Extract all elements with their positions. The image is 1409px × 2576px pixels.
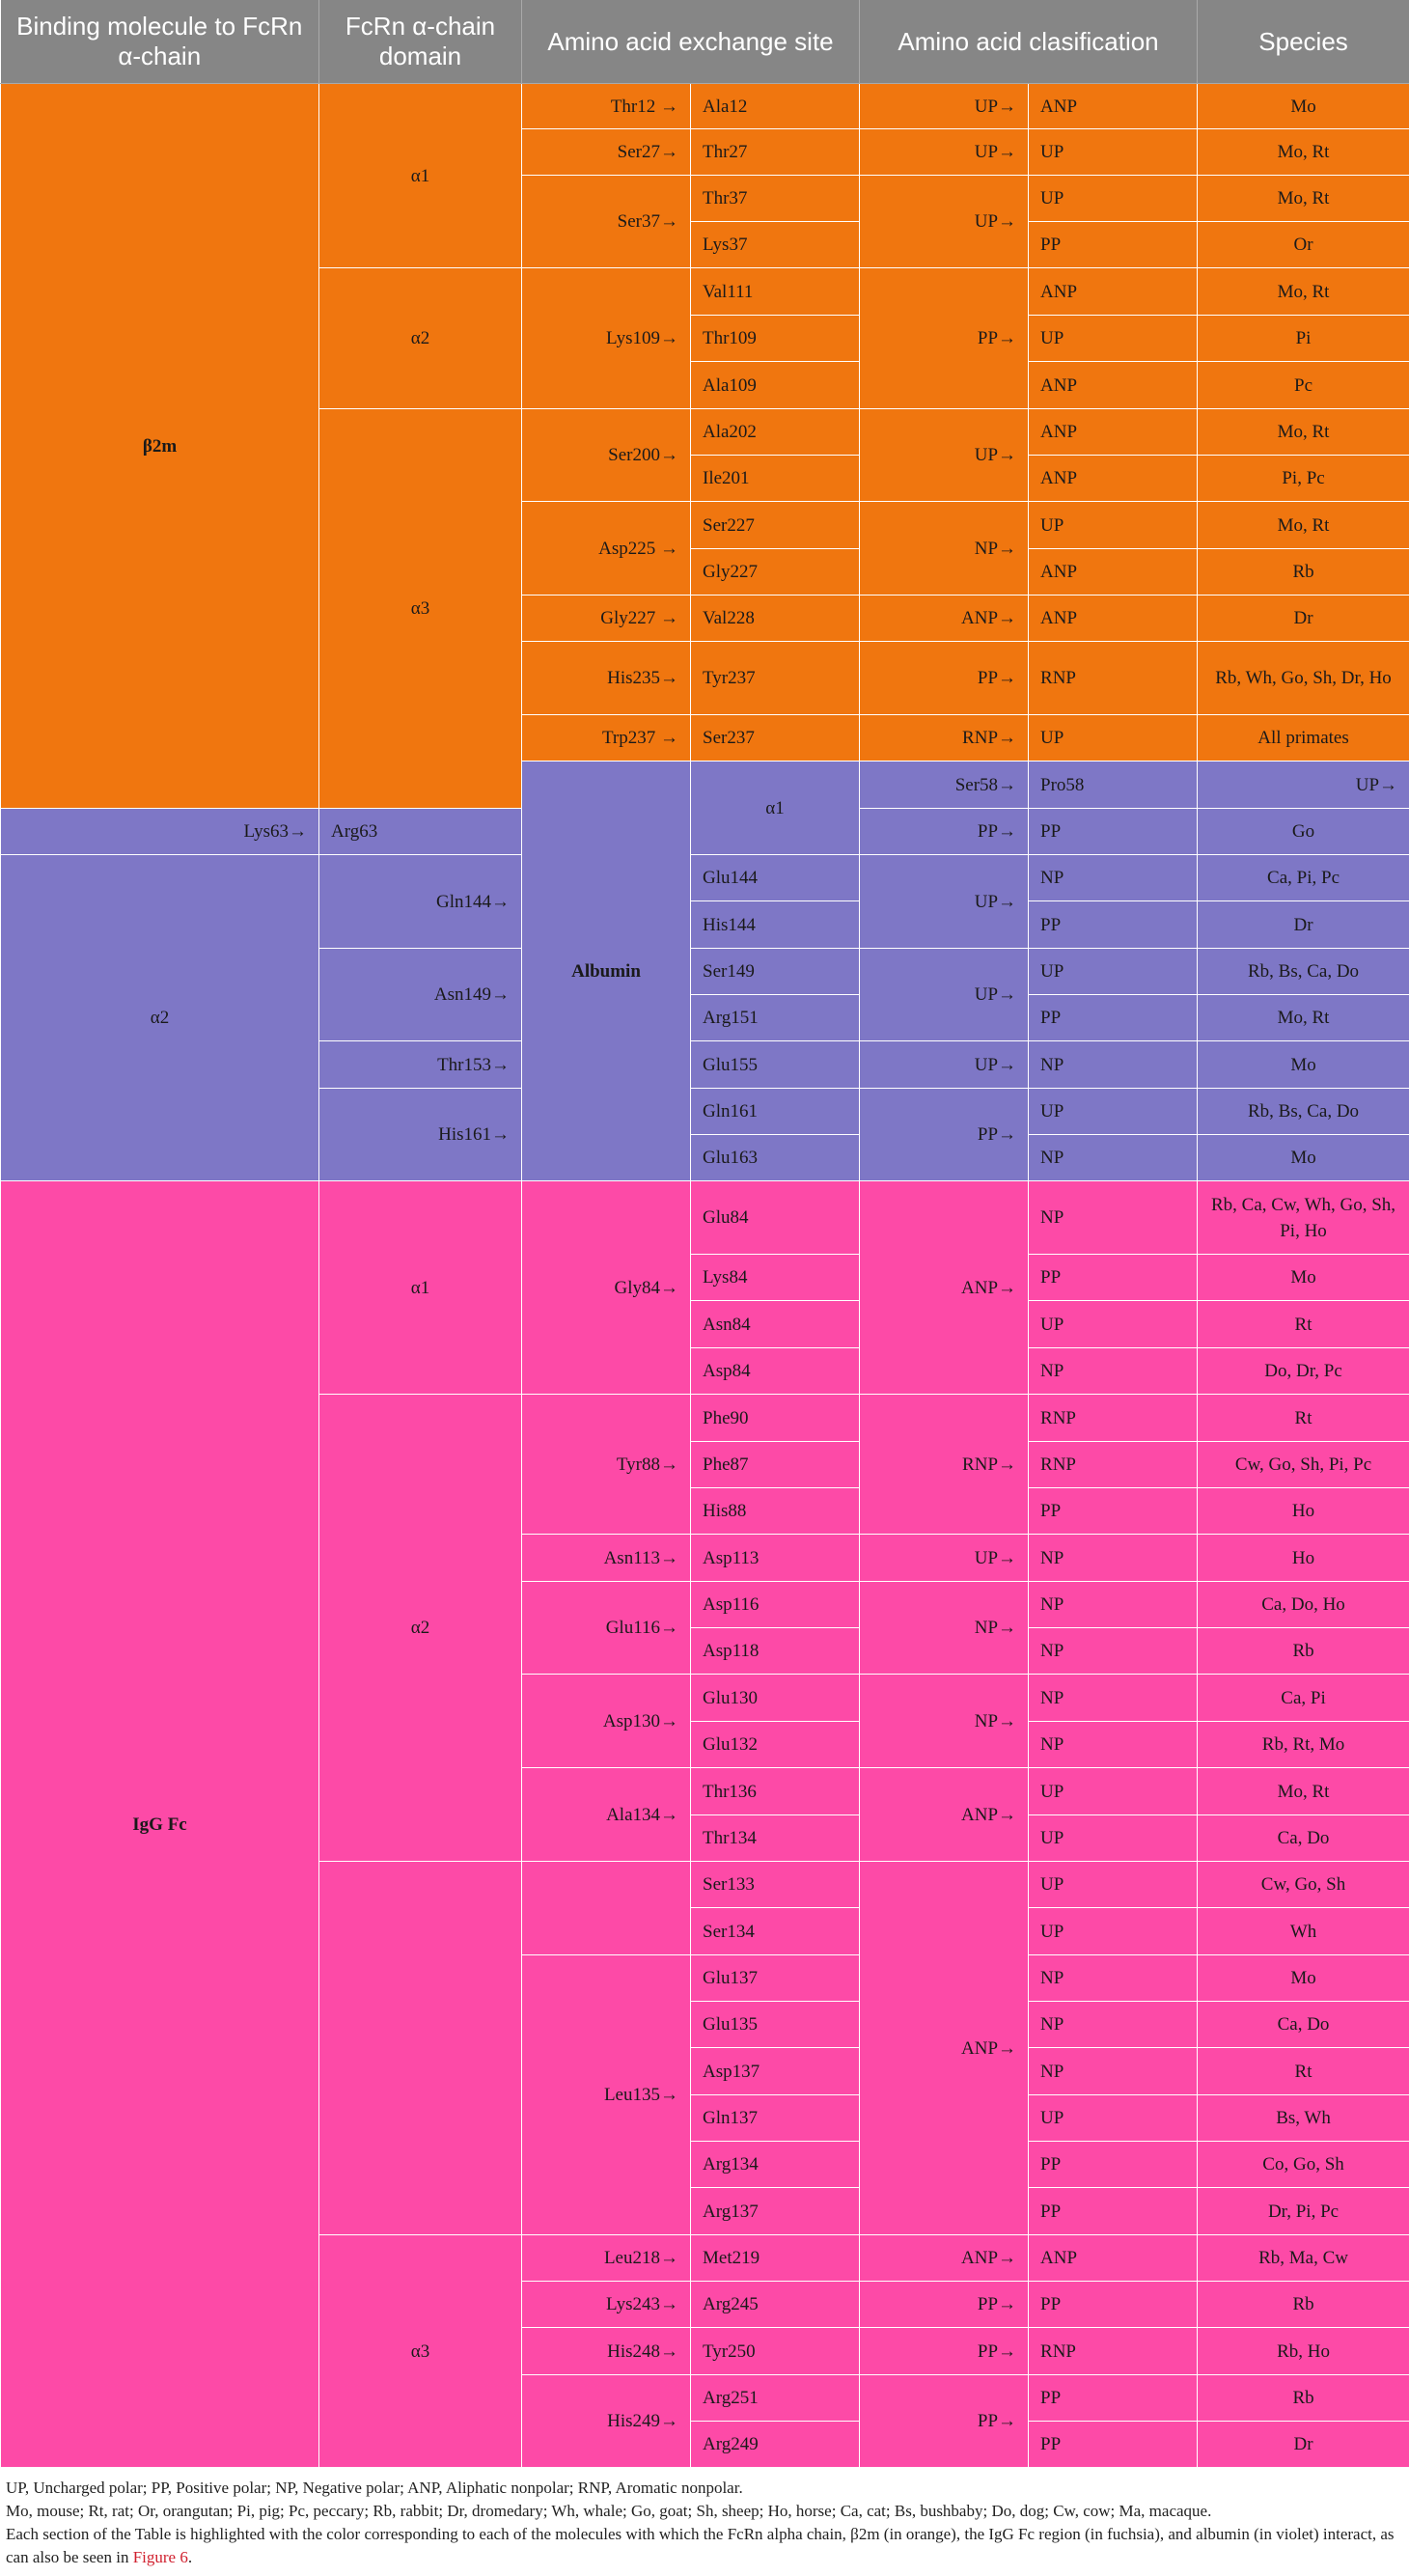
class-to-cell: ANP <box>1029 596 1198 642</box>
binding-molecule-cell: IgG Fc <box>1 1181 319 2468</box>
exchange-to-cell: Lys84 <box>691 1255 860 1301</box>
species-cell: Ca, Pi <box>1198 1675 1409 1722</box>
species-cell: Cw, Go, Sh <box>1198 1862 1409 1908</box>
exchange-to-cell: Asp113 <box>691 1535 860 1582</box>
class-to-cell: NP <box>1029 1675 1198 1722</box>
exchange-from-cell: Glu116→ <box>522 1582 691 1675</box>
class-from-cell: PP→ <box>860 2375 1029 2468</box>
exchange-to-cell: Ala202 <box>691 409 860 456</box>
domain-cell: α2 <box>319 1395 522 1862</box>
species-cell: Ca, Do <box>1198 2002 1409 2048</box>
class-to-cell: NP <box>1029 1041 1198 1089</box>
class-to-cell: PP <box>1029 2422 1198 2468</box>
class-from-cell: UP→ <box>860 1535 1029 1582</box>
footnote-color-legend <box>6 2523 1405 2569</box>
exchange-to-cell: Ile201 <box>691 456 860 502</box>
exchange-to-cell: Met219 <box>691 2235 860 2282</box>
species-cell: Rb, Bs, Ca, Do <box>1198 1089 1409 1135</box>
class-to-cell: UP <box>1029 1908 1198 1955</box>
species-cell: All primates <box>1198 715 1409 762</box>
species-cell: Mo, Rt <box>1198 1768 1409 1815</box>
class-from-cell: RNP→ <box>860 715 1029 762</box>
exchange-to-cell: Ser237 <box>691 715 860 762</box>
table-row-igg-fc <box>1 1181 1409 1255</box>
species-cell: Dr, Pi, Pc <box>1198 2188 1409 2235</box>
class-from-cell: NP→ <box>860 1582 1029 1675</box>
species-cell: Mo, Rt <box>1198 502 1409 549</box>
exchange-to-cell: Tyr250 <box>691 2328 860 2375</box>
exchange-from-cell: His161→ <box>319 1089 522 1181</box>
exchange-to-cell: Ala109 <box>691 362 860 409</box>
species-cell: Rb, Ca, Cw, Wh, Go, Sh, Pi, Ho <box>1198 1181 1409 1255</box>
exchange-to-cell: Glu137 <box>691 1955 860 2002</box>
exchange-to-cell: Asn84 <box>691 1301 860 1348</box>
species-cell: Ca, Do, Ho <box>1198 1582 1409 1628</box>
class-to-cell: PP <box>1029 2375 1198 2422</box>
exchange-from-cell: Leu135→ <box>522 1955 691 2235</box>
exchange-from-cell: Asn113→ <box>522 1535 691 1582</box>
class-from-cell: ANP→ <box>860 1768 1029 1862</box>
class-to-cell: ANP <box>1029 268 1198 316</box>
exchange-to-cell: Arg151 <box>691 995 860 1041</box>
exchange-to-cell: Ala12 <box>691 84 860 129</box>
domain-cell: α1 <box>691 762 860 855</box>
species-cell: Pi <box>1198 316 1409 362</box>
exchange-to-cell: Lys37 <box>691 222 860 268</box>
species-cell: Rb, Bs, Ca, Do <box>1198 949 1409 995</box>
class-to-cell: PP <box>1029 1255 1198 1301</box>
species-cell: Do, Dr, Pc <box>1198 1348 1409 1395</box>
class-from-cell: UP→ <box>860 409 1029 502</box>
exchange-to-cell: Thr136 <box>691 1768 860 1815</box>
footnote-abbrev-classes: UP, Uncharged polar; PP, Positive polar; NP, Negative polar; ANP, Aliphatic nonpolar; RNP, Aromatic nonpolar. <box>6 2479 743 2497</box>
class-from-cell: NP→ <box>860 1675 1029 1768</box>
species-cell: Pc <box>1198 362 1409 409</box>
class-from-cell: PP→ <box>860 2282 1029 2328</box>
class-to-cell: UP <box>1029 1089 1198 1135</box>
binding-molecule-cell: Albumin <box>522 762 691 1181</box>
species-cell: Cw, Go, Sh, Pi, Pc <box>1198 1442 1409 1488</box>
exchange-from-cell: Ser200→ <box>522 409 691 502</box>
exchange-from-cell: Asn149→ <box>319 949 522 1041</box>
class-from-cell: ANP→ <box>860 1862 1029 2235</box>
class-to-cell: NP <box>1029 1582 1198 1628</box>
exchange-to-cell: Glu155 <box>691 1041 860 1089</box>
domain-cell: α1 <box>319 1181 522 1395</box>
exchange-to-cell: Ser149 <box>691 949 860 995</box>
exchange-to-cell: Arg137 <box>691 2188 860 2235</box>
class-from-cell: PP→ <box>860 2328 1029 2375</box>
species-cell: Mo, Rt <box>1198 995 1409 1041</box>
class-to-cell: RNP <box>1029 1395 1198 1442</box>
exchange-from-cell: Lys109→ <box>522 268 691 409</box>
class-to-cell: NP <box>1029 1181 1198 1255</box>
header-classification: Amino acid clasification <box>860 0 1198 84</box>
table-row-beta2m <box>1 84 1409 129</box>
class-from-cell: PP→ <box>860 1089 1029 1181</box>
exchange-from-cell: His235→ <box>522 642 691 715</box>
header-binding-molecule: Binding molecule to FcRn α-chain <box>1 0 319 84</box>
domain-cell <box>319 1862 522 2235</box>
class-to-cell: UP <box>1029 715 1198 762</box>
exchange-from-cell: Thr153→ <box>319 1041 522 1089</box>
exchange-to-cell: Glu84 <box>691 1181 860 1255</box>
exchange-to-cell: Ser134 <box>691 1908 860 1955</box>
domain-cell: α1 <box>319 84 522 268</box>
class-to-cell: UP <box>1029 1862 1198 1908</box>
exchange-to-cell: Glu130 <box>691 1675 860 1722</box>
domain-cell: α3 <box>319 2235 522 2468</box>
exchange-from-cell: Asp130→ <box>522 1675 691 1768</box>
exchange-from-cell: Gly227 → <box>522 596 691 642</box>
species-cell: Rb, Rt, Mo <box>1198 1722 1409 1768</box>
class-from-cell: UP→ <box>860 855 1029 949</box>
class-to-cell: RNP <box>1029 642 1198 715</box>
exchange-to-cell: Glu135 <box>691 2002 860 2048</box>
class-to-cell: ANP <box>1029 2235 1198 2282</box>
class-to-cell: ANP <box>1029 362 1198 409</box>
species-cell: Bs, Wh <box>1198 2095 1409 2142</box>
exchange-to-cell: Gly227 <box>691 549 860 596</box>
footnote-abbrev-species: Mo, mouse; Rt, rat; Or, orangutan; Pi, pig; Pc, peccary; Rb, rabbit; Dr, dromedary; Wh, whale; Go, goat; Sh, sheep; Ho, horse; Ca, cat; Bs, bushbaby; Do, dog; Cw, cow; Ma, macaque. <box>6 2502 1212 2520</box>
class-to-cell: PP <box>1029 901 1198 949</box>
exchange-from-cell: His248→ <box>522 2328 691 2375</box>
species-cell: Dr <box>1198 2422 1409 2468</box>
header-row <box>1 0 1409 84</box>
class-from-cell: ANP→ <box>860 2235 1029 2282</box>
exchange-from-cell: Ser37→ <box>522 176 691 268</box>
exchange-to-cell: Thr37 <box>691 176 860 222</box>
species-cell: Mo, Rt <box>1198 268 1409 316</box>
species-cell: Dr <box>1198 596 1409 642</box>
domain-cell: α2 <box>319 268 522 409</box>
exchange-from-cell: Gln144→ <box>319 855 522 949</box>
class-from-cell: RNP→ <box>860 1395 1029 1535</box>
exchange-from-cell: Ser58→ <box>860 762 1029 809</box>
species-cell: Mo <box>1198 1955 1409 2002</box>
species-cell: Rt <box>1198 2048 1409 2095</box>
class-to-cell: UP <box>1029 502 1198 549</box>
class-to-cell: RNP <box>1029 2328 1198 2375</box>
class-from-cell: NP→ <box>860 502 1029 596</box>
species-cell: Wh <box>1198 1908 1409 1955</box>
exchange-to-cell: His144 <box>691 901 860 949</box>
class-to-cell: ANP <box>1029 456 1198 502</box>
exchange-to-cell: Val111 <box>691 268 860 316</box>
class-to-cell: NP <box>1029 1348 1198 1395</box>
domain-cell: α2 <box>1 855 319 1181</box>
species-cell: Rb, Wh, Go, Sh, Dr, Ho <box>1198 642 1409 715</box>
exchange-to-cell: Val228 <box>691 596 860 642</box>
class-to-cell: UP <box>1029 316 1198 362</box>
species-cell: Mo, Rt <box>1198 409 1409 456</box>
exchange-from-cell: Ser27→ <box>522 129 691 176</box>
class-to-cell: RNP <box>1029 1442 1198 1488</box>
exchange-to-cell: Glu163 <box>691 1135 860 1181</box>
species-cell: Rt <box>1198 1395 1409 1442</box>
exchange-to-cell: Gln137 <box>691 2095 860 2142</box>
species-cell: Rb <box>1198 2375 1409 2422</box>
class-from-cell: PP→ <box>860 809 1029 855</box>
class-to-cell: PP <box>1029 2282 1198 2328</box>
footnote-color-text: Each section of the Table is highlighted with the color corresponding to each of the molecules with which the FcRn alpha chain, β2m (in orange), the IgG Fc region (in fuchsia), and albumin (in violet) interact, as can also be seen in <box>6 2525 1395 2566</box>
exchange-to-cell: Arg134 <box>691 2142 860 2188</box>
exchange-to-cell: Glu132 <box>691 1722 860 1768</box>
class-to-cell: UP <box>1029 176 1198 222</box>
exchange-from-cell: Lys243→ <box>522 2282 691 2328</box>
class-to-cell: PP <box>1029 2142 1198 2188</box>
class-to-cell: UP <box>1029 129 1198 176</box>
exchange-to-cell: Arg245 <box>691 2282 860 2328</box>
class-to-cell: ANP <box>1029 549 1198 596</box>
species-cell: Rb <box>1198 1628 1409 1675</box>
exchange-to-cell: Ser133 <box>691 1862 860 1908</box>
exchange-to-cell: Asp116 <box>691 1582 860 1628</box>
species-cell: Pi, Pc <box>1198 456 1409 502</box>
exchange-from-cell: Leu218→ <box>522 2235 691 2282</box>
exchange-to-cell: Tyr237 <box>691 642 860 715</box>
species-cell: Go <box>1198 809 1409 855</box>
table-body <box>1 84 1409 2468</box>
exchange-to-cell: Phe87 <box>691 1442 860 1488</box>
class-from-cell: PP→ <box>860 268 1029 409</box>
exchange-to-cell: Thr109 <box>691 316 860 362</box>
exchange-to-cell: Asp84 <box>691 1348 860 1395</box>
table-footnote <box>6 2477 1405 2569</box>
class-from-cell: UP→ <box>860 84 1029 129</box>
class-to-cell: PP <box>1029 1488 1198 1535</box>
class-to-cell: PP <box>1029 995 1198 1041</box>
class-from-cell: PP→ <box>860 642 1029 715</box>
header-exchange-site: Amino acid exchange site <box>522 0 860 84</box>
class-to-cell: NP <box>1029 1628 1198 1675</box>
species-cell: Ca, Do <box>1198 1815 1409 1862</box>
species-cell: Mo <box>1198 1255 1409 1301</box>
species-cell: Rt <box>1198 1301 1409 1348</box>
header-species: Species <box>1198 0 1409 84</box>
class-to-cell: UP <box>1029 2095 1198 2142</box>
exchange-to-cell: His88 <box>691 1488 860 1535</box>
exchange-from-cell: Gly84→ <box>522 1181 691 1395</box>
species-cell: Rb, Ma, Cw <box>1198 2235 1409 2282</box>
exchange-to-cell: Asp137 <box>691 2048 860 2095</box>
species-cell: Mo <box>1198 1041 1409 1089</box>
class-from-cell: UP→ <box>1198 762 1409 809</box>
species-cell: Mo <box>1198 84 1409 129</box>
class-to-cell: UP <box>1029 1301 1198 1348</box>
species-cell: Mo, Rt <box>1198 129 1409 176</box>
class-to-cell: NP <box>1029 2048 1198 2095</box>
species-cell: Mo <box>1198 1135 1409 1181</box>
species-cell: Ca, Pi, Pc <box>1198 855 1409 901</box>
class-to-cell: ANP <box>1029 84 1198 129</box>
class-from-cell: ANP→ <box>860 596 1029 642</box>
class-to-cell: NP <box>1029 855 1198 901</box>
exchange-to-cell: Thr134 <box>691 1815 860 1862</box>
species-cell: Rb, Ho <box>1198 2328 1409 2375</box>
class-to-cell: NP <box>1029 1722 1198 1768</box>
species-cell: Ho <box>1198 1535 1409 1582</box>
class-from-cell: ANP→ <box>860 1181 1029 1395</box>
class-to-cell: NP <box>1029 2002 1198 2048</box>
class-from-cell: UP→ <box>860 176 1029 268</box>
exchange-to-cell: Asp118 <box>691 1628 860 1675</box>
header-domain: FcRn α-chain domain <box>319 0 522 84</box>
class-to-cell: UP <box>1029 949 1198 995</box>
exchange-to-cell: Arg251 <box>691 2375 860 2422</box>
class-to-cell: UP <box>1029 1815 1198 1862</box>
species-cell: Or <box>1198 222 1409 268</box>
class-to-cell: NP <box>1029 1135 1198 1181</box>
table-row-albumin <box>1 855 1409 901</box>
binding-molecule-cell: β2m <box>1 84 319 809</box>
exchange-to-cell: Arg63 <box>319 809 522 855</box>
species-cell: Rb <box>1198 2282 1409 2328</box>
exchange-from-cell: Asp225 → <box>522 502 691 596</box>
exchange-from-cell: Trp237 → <box>522 715 691 762</box>
exchange-to-cell: Phe90 <box>691 1395 860 1442</box>
exchange-from-cell <box>522 1862 691 1955</box>
species-cell: Mo, Rt <box>1198 176 1409 222</box>
species-cell: Ho <box>1198 1488 1409 1535</box>
class-from-cell: UP→ <box>860 129 1029 176</box>
exchange-from-cell: Tyr88→ <box>522 1395 691 1535</box>
class-from-cell: UP→ <box>860 1041 1029 1089</box>
figure-6-link[interactable]: Figure 6 <box>132 2548 188 2566</box>
exchange-to-cell: Thr27 <box>691 129 860 176</box>
exchange-to-cell: Gln161 <box>691 1089 860 1135</box>
class-to-cell: ANP <box>1029 409 1198 456</box>
species-cell: Co, Go, Sh <box>1198 2142 1409 2188</box>
class-to-cell: PP <box>1029 2188 1198 2235</box>
exchange-from-cell: Lys63→ <box>1 809 319 855</box>
species-cell: Dr <box>1198 901 1409 949</box>
exchange-to-cell: Pro58 <box>1029 762 1198 809</box>
class-to-cell: NP <box>1029 1535 1198 1582</box>
exchange-to-cell: Glu144 <box>691 855 860 901</box>
domain-cell: α3 <box>319 409 522 809</box>
exchange-to-cell: Arg249 <box>691 2422 860 2468</box>
exchange-from-cell: Thr12 → <box>522 84 691 129</box>
exchange-to-cell: Ser227 <box>691 502 860 549</box>
class-to-cell: PP <box>1029 222 1198 268</box>
species-cell: Rb <box>1198 549 1409 596</box>
class-from-cell: UP→ <box>860 949 1029 1041</box>
class-to-cell: PP <box>1029 809 1198 855</box>
class-to-cell: NP <box>1029 1955 1198 2002</box>
footnote-period: . <box>187 2548 193 2566</box>
exchange-from-cell: His249→ <box>522 2375 691 2468</box>
exchange-from-cell: Ala134→ <box>522 1768 691 1862</box>
class-to-cell: UP <box>1029 1768 1198 1815</box>
